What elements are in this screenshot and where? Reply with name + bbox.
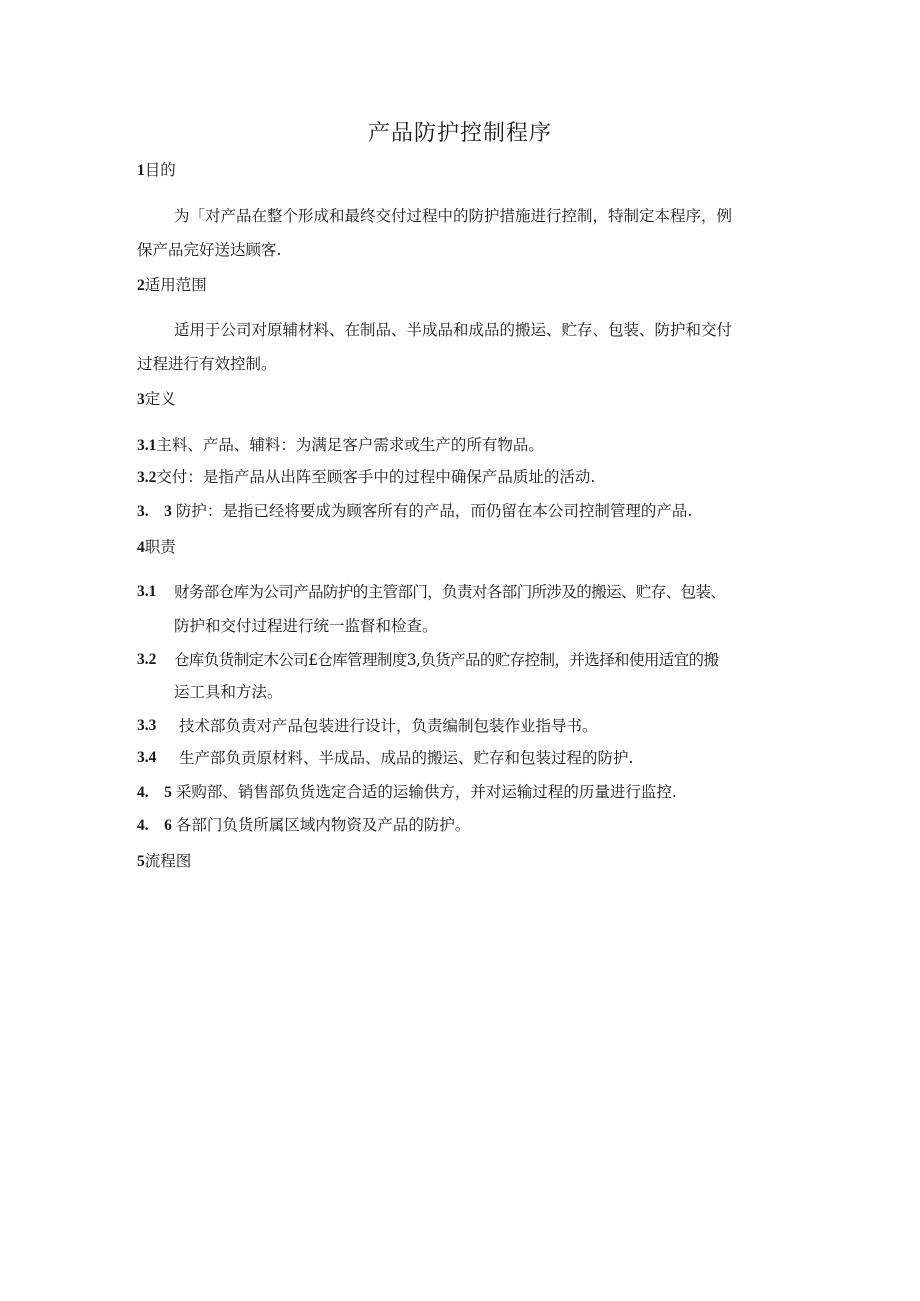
- item-text: 采购部、销售部负货选定合适的运输供方，并对运输过程的历量进行监控.: [175, 783, 677, 801]
- section-number: 2: [137, 277, 145, 294]
- item-number: 3. 3: [137, 503, 172, 520]
- item-text-continued: 防护和交付过程进行统一监督和检查。: [174, 617, 438, 635]
- definition-item: [137, 435, 544, 456]
- item-number: 4. 5: [137, 784, 172, 801]
- item-text: 技术部负责对产品包装进行设计，负责编制包装作业指导书。: [179, 717, 598, 735]
- item-number: 3.1: [137, 583, 157, 600]
- item-text: 生产部负贡原材料、半成品、成品的搬运、贮存和包装过程的防护.: [179, 749, 634, 767]
- item-text: 财务部仓库为公司产品防护的主管部门，负责对各部门所涉及的搬运、贮存、包装、: [174, 583, 726, 601]
- section-title: 职责: [144, 538, 176, 556]
- section-number: 3: [137, 391, 145, 408]
- item-text: 防护：是指已经将要成为顾客所有的产品，而仍留在本公司控制管理的产品.: [175, 502, 693, 520]
- section-title: 定义: [144, 390, 176, 408]
- section-number: 5: [137, 853, 145, 870]
- item-number: 3.3: [137, 717, 157, 734]
- section-number: 4: [137, 539, 145, 556]
- responsibility-item: [137, 782, 677, 803]
- item-number: 3.4: [137, 749, 157, 766]
- item-text: 主料、产品、辅料：为满足客户需求或生产的所有物品。: [156, 436, 544, 454]
- section-title: 适用范围: [144, 276, 207, 294]
- paragraph-line: 保产品完好送达顾客.: [137, 241, 282, 259]
- section-title: 流程图: [144, 852, 192, 870]
- definition-item: [137, 467, 595, 488]
- item-text: 交付：是指产品从出阵至顾客手中的过程中确保产品质址的活动.: [156, 468, 596, 486]
- definition-item: [137, 501, 692, 522]
- item-text-continued: 运工具和方法。: [174, 683, 283, 701]
- section-heading-purpose: [137, 160, 176, 181]
- responsibility-item: [137, 815, 470, 836]
- item-number: 3.2: [137, 469, 157, 486]
- item-number: 4. 6: [137, 817, 172, 834]
- paragraph-line: 为「对产品在整个形成和最终交付过程中的防护措施进行控制，特制定本程序，例: [174, 207, 733, 225]
- item-text: 各部门负货所属区域内物资及产品的防护。: [175, 816, 471, 834]
- section-heading-responsibility: [137, 537, 176, 558]
- item-number: 3.1: [137, 437, 157, 454]
- section-heading-flowchart: [137, 851, 191, 872]
- section-heading-scope: [137, 275, 207, 296]
- section-number: 1: [137, 162, 145, 179]
- item-number: 3.2: [137, 651, 157, 668]
- item-text: 仓库负货制定木公司£仓库管理制度3,负货产品的贮存控制，并选择和使用适宜的搬: [174, 651, 719, 669]
- paragraph-line: 适用于公司对原辅材料、在制品、半成品和成品的搬运、贮存、包装、防护和交付: [174, 321, 733, 339]
- section-heading-definition: [137, 389, 176, 410]
- paragraph-line: 过程进行有效控制。: [137, 355, 277, 373]
- section-title: 目的: [144, 161, 176, 179]
- document-title: 产品防护控制程序: [367, 121, 552, 146]
